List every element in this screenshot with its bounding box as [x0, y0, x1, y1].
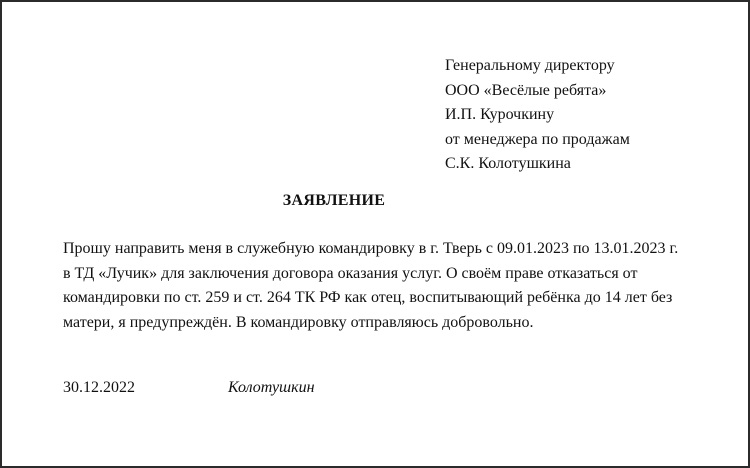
addressee-block: [445, 54, 630, 177]
statement-date: 30.12.2022: [63, 379, 135, 396]
addressee-line-from-position: от менеджера по продажам: [445, 130, 630, 148]
body-line: в ТД «Лучик» для заключения договора оказания услуг. О своём праве отказаться от: [63, 264, 638, 282]
body-line: матери, я предупреждён. В командировку отправляюсь добровольно.: [63, 313, 534, 331]
addressee-line-from-name: С.К. Колотушкина: [445, 155, 571, 172]
body-line: командировки по ст. 259 и ст. 264 ТК РФ как отец, воспитывающий ребёнка до 14 лет без: [63, 289, 673, 306]
addressee-line-director-name: И.П. Курочкину: [445, 106, 555, 123]
addressee-line-company: ООО «Весёлые ребята»: [445, 81, 607, 99]
signature: Колотушкин: [228, 379, 315, 396]
document-title: ЗАЯВЛЕНИЕ: [282, 192, 386, 209]
addressee-line-position: Генеральному директору: [445, 57, 615, 74]
body-line: Прошу направить меня в служебную командировку в г. Тверь с 09.01.2023 по 13.01.2023 г.: [63, 240, 679, 257]
statement-body: [63, 237, 723, 335]
